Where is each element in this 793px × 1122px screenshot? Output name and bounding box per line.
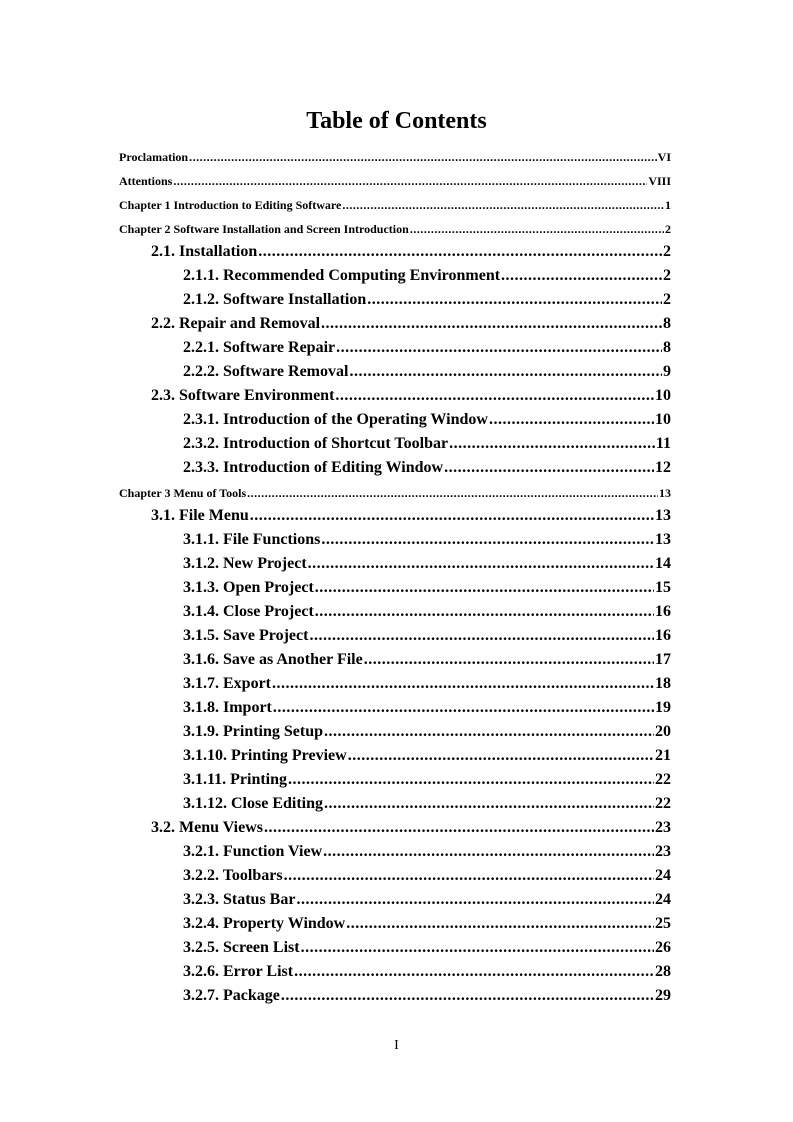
toc-entry-label: 3.1.6. Save as Another File	[183, 651, 363, 668]
toc-entry[interactable]	[151, 817, 671, 839]
toc-entry-label: 2.3.2. Introduction of Shortcut Toolbar	[183, 435, 449, 452]
toc-entry-page: 29	[655, 987, 671, 1004]
toc-entry[interactable]	[183, 577, 671, 599]
toc-entry-label: 3.2.6. Error List	[183, 963, 294, 980]
toc-entry-page: VI	[657, 150, 671, 164]
dot-leader	[281, 985, 654, 1007]
toc-entry-page: 23	[655, 819, 671, 836]
toc-entry-label: Chapter 1 Introduction to Editing Software	[119, 198, 342, 212]
toc-entry[interactable]	[183, 289, 671, 311]
dot-leader	[315, 577, 654, 599]
page-number: I	[394, 1038, 399, 1053]
toc-entry[interactable]	[183, 721, 671, 743]
toc-entry[interactable]	[183, 265, 671, 287]
toc-entry-page: 23	[655, 843, 671, 860]
toc-entry-page: 26	[655, 939, 671, 956]
toc-entry-label: 3.2.5. Screen List	[183, 939, 300, 956]
dot-leader	[189, 149, 657, 165]
dot-leader	[367, 289, 662, 311]
toc-entry-page: 25	[655, 915, 671, 932]
dot-leader	[324, 721, 654, 743]
toc-entry-label: 3.2.3. Status Bar	[183, 891, 296, 908]
toc-entry[interactable]	[183, 913, 671, 935]
toc-entry-page: 13	[659, 486, 671, 500]
toc-entry-page: 8	[663, 315, 671, 332]
toc-entry[interactable]	[183, 409, 671, 431]
dot-leader	[288, 769, 654, 791]
toc-entry-label: 2.2.1. Software Repair	[183, 339, 336, 356]
toc-entry-label: 3.1.1. File Functions	[183, 531, 321, 548]
dot-leader	[258, 241, 662, 263]
toc-entry-page: 11	[655, 435, 671, 452]
toc-entry-page: 10	[655, 411, 671, 428]
toc-entry-label: 2.2. Repair and Removal	[151, 315, 321, 332]
toc-entry-label: 2.1.2. Software Installation	[183, 291, 367, 308]
toc-entry-page: 22	[655, 795, 671, 812]
toc-entry[interactable]	[119, 197, 671, 213]
toc-entry-label: 3.2.2. Toolbars	[183, 867, 283, 884]
toc-entry[interactable]	[183, 697, 671, 719]
toc-entry[interactable]	[119, 485, 671, 501]
toc-entry-page: 16	[655, 627, 671, 644]
toc-entry[interactable]	[183, 361, 671, 383]
toc-entry-page: 19	[655, 699, 671, 716]
toc-entry-page: 9	[663, 363, 671, 380]
dot-leader	[296, 889, 654, 911]
toc-entry-label: Proclamation	[119, 150, 189, 164]
toc-entry[interactable]	[183, 553, 671, 575]
toc-entry[interactable]	[119, 149, 671, 165]
toc-entry[interactable]	[183, 937, 671, 959]
dot-leader	[264, 817, 654, 839]
toc-entry-page: 14	[655, 555, 671, 572]
toc-entry-label: 3.1.8. Import	[183, 699, 272, 716]
toc-entry-page: 2	[663, 267, 671, 284]
toc-entry-label: 3.1.2. New Project	[183, 555, 307, 572]
toc-entry[interactable]	[183, 865, 671, 887]
toc-entry-label: 2.3. Software Environment	[151, 387, 335, 404]
dot-leader	[272, 673, 654, 695]
dot-leader	[449, 433, 655, 455]
dot-leader	[342, 197, 664, 213]
dot-leader	[348, 745, 654, 767]
toc-entry-label: 3.2. Menu Views	[151, 819, 263, 836]
toc-entry[interactable]	[183, 625, 671, 647]
toc-entry[interactable]	[183, 673, 671, 695]
dot-leader	[335, 385, 654, 407]
toc-entry[interactable]	[151, 385, 671, 407]
toc-entry[interactable]	[183, 793, 671, 815]
toc-entry-page: 10	[655, 387, 671, 404]
toc-entry-label: 3.1.12. Close Editing	[183, 795, 324, 812]
dot-leader	[301, 937, 654, 959]
dot-leader	[309, 625, 654, 647]
toc-entry-label: 3.2.7. Package	[183, 987, 280, 1004]
dot-leader	[489, 409, 654, 431]
dot-leader	[294, 961, 654, 983]
toc-entry-page: 24	[655, 891, 671, 908]
toc-entry-label: 2.1.1. Recommended Computing Environment	[183, 267, 501, 284]
toc-entry-page: 22	[655, 771, 671, 788]
toc-entry[interactable]	[183, 457, 671, 479]
toc-entry[interactable]	[183, 601, 671, 623]
toc-entry-page: 13	[655, 507, 671, 524]
toc-entry-label: 3.1.9. Printing Setup	[183, 723, 324, 740]
toc-entry-label: Attentions	[119, 174, 173, 188]
page-title: Table of Contents	[306, 108, 487, 134]
dot-leader	[315, 601, 654, 623]
toc-entry-page: 24	[655, 867, 671, 884]
toc-entry-page: 15	[655, 579, 671, 596]
toc-entry[interactable]	[151, 241, 671, 263]
toc-entry-label: 2.3.3. Introduction of Editing Window	[183, 459, 444, 476]
toc-entry-page: 2	[663, 291, 671, 308]
dot-leader	[308, 553, 654, 575]
dot-leader	[501, 265, 662, 287]
toc-entry[interactable]	[183, 889, 671, 911]
toc-entry-label: Chapter 3 Menu of Tools	[119, 486, 247, 500]
toc-entry-page: 2	[665, 222, 671, 236]
toc-entry-page: 13	[655, 531, 671, 548]
toc-entry[interactable]	[183, 649, 671, 671]
toc-entry[interactable]	[151, 313, 671, 335]
dot-leader	[323, 841, 654, 863]
toc-entry-page: 1	[665, 198, 671, 212]
toc-entry[interactable]	[151, 505, 671, 527]
dot-leader	[284, 865, 654, 887]
toc-entry-label: 3.1.7. Export	[183, 675, 271, 692]
toc-entry-label: 3.1.4. Close Project	[183, 603, 314, 620]
dot-leader	[324, 793, 654, 815]
toc-entry[interactable]	[183, 337, 671, 359]
dot-leader	[410, 221, 664, 237]
toc-entry-label: 3.1.3. Open Project	[183, 579, 314, 596]
toc-entry-label: 2.3.1. Introduction of the Operating Window	[183, 411, 488, 428]
dot-leader	[250, 505, 654, 527]
toc-entry-page: 2	[663, 243, 671, 260]
dot-leader	[321, 313, 662, 335]
toc-entry-label: 3.2.4. Property Window	[183, 915, 346, 932]
toc-entry-label: 3.2.1. Function View	[183, 843, 323, 860]
toc-entry-label: 2.2.2. Software Removal	[183, 363, 349, 380]
dot-leader	[349, 361, 662, 383]
toc-entry[interactable]	[183, 433, 671, 455]
toc-entry[interactable]	[119, 173, 671, 189]
toc-entry-page: 28	[655, 963, 671, 980]
toc-entry-label: 3.1. File Menu	[151, 507, 249, 524]
toc-entry-label: 3.1.11. Printing	[183, 771, 288, 788]
toc-entry-page: 8	[663, 339, 671, 356]
toc-entry-page: 12	[655, 459, 671, 476]
toc-entry[interactable]	[183, 961, 671, 983]
dot-leader	[336, 337, 662, 359]
toc-entry-page: 18	[655, 675, 671, 692]
toc-entry[interactable]	[183, 529, 671, 551]
dot-leader	[247, 485, 658, 501]
dot-leader	[273, 697, 654, 719]
toc-entry[interactable]	[183, 769, 671, 791]
toc-entry-label: 3.1.5. Save Project	[183, 627, 309, 644]
toc-entry[interactable]	[119, 221, 671, 237]
dot-leader	[346, 913, 654, 935]
toc-entry[interactable]	[183, 841, 671, 863]
toc-entry-page: 17	[655, 651, 671, 668]
dot-leader	[173, 173, 647, 189]
toc-entry-page: 21	[655, 747, 671, 764]
toc-entry[interactable]	[183, 985, 671, 1007]
dot-leader	[444, 457, 654, 479]
toc-entry[interactable]	[183, 745, 671, 767]
toc-entry-label: 2.1. Installation	[151, 243, 258, 260]
toc-entry-label: 3.1.10. Printing Preview	[183, 747, 347, 764]
dot-leader	[364, 649, 654, 671]
toc-entry-page: 16	[655, 603, 671, 620]
toc-entry-label: Chapter 2 Software Installation and Screen Introduction	[119, 222, 409, 236]
dot-leader	[321, 529, 654, 551]
toc-entry-page: 20	[655, 723, 671, 740]
toc-entry-page: VIII	[648, 174, 671, 188]
